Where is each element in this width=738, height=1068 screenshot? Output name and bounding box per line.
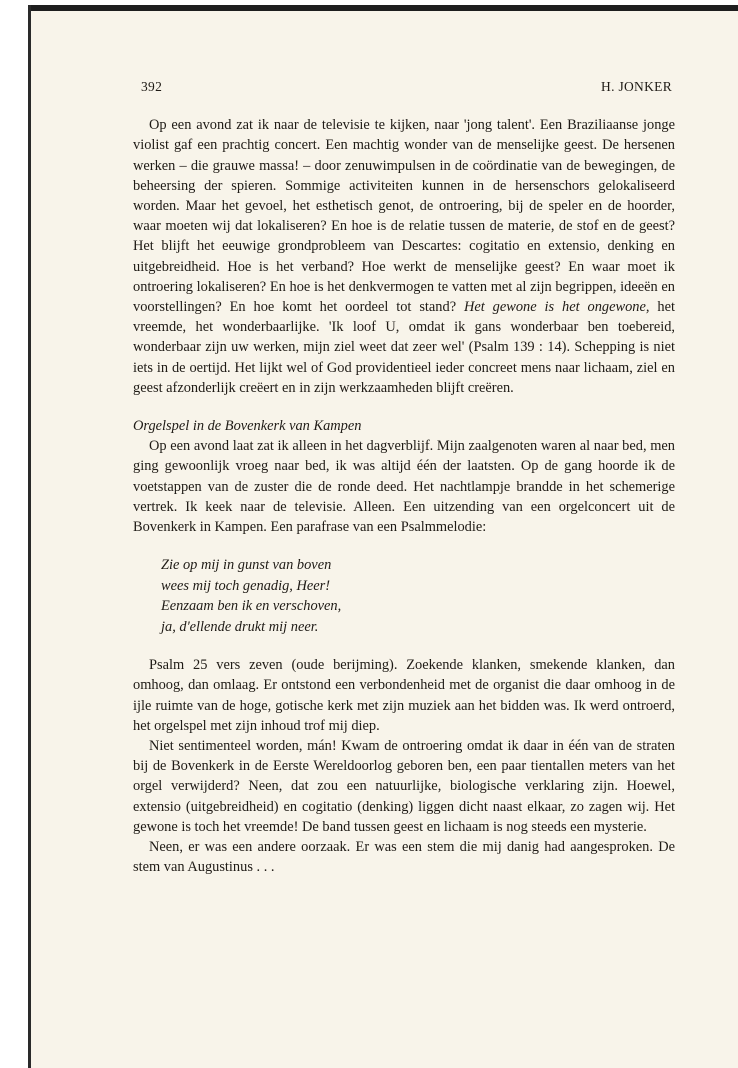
paragraph-1-part-a: Op een avond zat ik naar de televisie te kijken, naar 'jong talent'. Een Braziliaanse jonge violist gaf een prachtig concert. Een machtig wonder van de menselijke geest. De hersenen werken – die grauwe massa! – door zenuwimpulsen in de coördinatie van de bewegingen, de beheersing der spieren. Sommige activiteiten kunnen in de hersenschors gelokaliseerd worden. Maar het gevoel, het esthetisch genot, de ontroering, bij de speler en de hoorder, waar moeten wij dat lokaliseren? En hoe is de relatie tussen de materie, de stof en de geest? Het blijft het eeuwige grondprobleem van Descartes: cogitatio en extensio, denking en uitgebreidheid. Hoe is het verband? Hoe werkt de menselijke geest? En waar moet ik ontroering lokaliseren? En hoe is het denkvermogen te vatten met al zijn begrippen, ideeën en voorstellingen? En hoe komt het oordeel tot stand? bbox=[133, 117, 675, 316]
running-header bbox=[141, 77, 672, 97]
page-body bbox=[133, 115, 675, 877]
poem-line: wees mij toch genadig, Heer! bbox=[161, 577, 331, 594]
paragraph-1-part-b: het vreemde, het wonderbaarlijke. 'Ik loof U, omdat ik gans wonderbaar ben toebereid, wonderbaar zijn uw werken, mijn ziel weet dat zeer wel' (Psalm 139 : 14). Schepping is niet iets in de oertijd. Het lijkt wel of God providentieel ieder concreet mens naar lichaam, ziel en geest afzonderlijk creëert en in zijn werkzaamheden blijft creëren. bbox=[133, 299, 675, 396]
text-block bbox=[133, 77, 675, 878]
paragraph-4: Niet sentimenteel worden, mán! Kwam de ontroering omdat ik daar in één van de straten bij de Bovenkerk in de Eerste Wereldoorlog geboren ben, een paar tientallen meters van het orgel verwijderd? Neen, dat zou een natuurlijke, biologische verklaring zijn. Hoewel, extensio (uitgebreidheid) en cogitatio (denking) liggen dicht naast elkaar, zo zagen wij. Het gewone is toch het vreemde! De band tussen geest en lichaam is nog steeds een mysterie. bbox=[133, 738, 675, 835]
poem-line: Eenzaam ben ik en verschoven, bbox=[161, 598, 342, 615]
paragraph-1 bbox=[133, 115, 675, 398]
poem-verse bbox=[161, 555, 675, 637]
paragraph-3: Psalm 25 vers zeven (oude berijming). Zoekende klanken, smekende klanken, dan omhoog, dan omlaag. Er ontstond een verbondenheid met de organist die daar omhoog in de ijle ruimte van de hoge, gotische kerk met zijn muziek aan het bidden was. Ik werd ontroerd, het orgelspel met zijn inhoud trof mij diep. bbox=[133, 657, 675, 734]
section-heading: Orgelspel in de Bovenkerk van Kampen bbox=[133, 418, 362, 435]
page-number: 392 bbox=[141, 79, 163, 94]
section-gap bbox=[133, 398, 675, 416]
running-head: H. JONKER bbox=[601, 79, 672, 94]
poem-line: ja, d'ellende drukt mij neer. bbox=[161, 618, 319, 635]
paragraph-1-emphasis: Het gewone is het ongewone, bbox=[464, 299, 650, 316]
poem-line: Zie op mij in gunst van boven bbox=[161, 557, 332, 574]
paragraph-5: Neen, er was een andere oorzaak. Er was een stem die mij danig had aangesproken. De stem van Augustinus . . . bbox=[133, 839, 675, 876]
paragraph-2: Op een avond laat zat ik alleen in het dagverblijf. Mijn zaalgenoten waren al naar bed, men ging gewoonlijk vroeg naar bed, ik was altijd één der laatsten. Op de gang hoorde ik de voetstappen van de zuster die de ronde deed. Het nachtlampje brandde in het schemerige vertrek. Ik keek naar de televisie. Alleen. Een uitzending van een orgelconcert uit de Bovenkerk in Kampen. Een parafrase van een Psalmmelodie: bbox=[133, 438, 675, 536]
